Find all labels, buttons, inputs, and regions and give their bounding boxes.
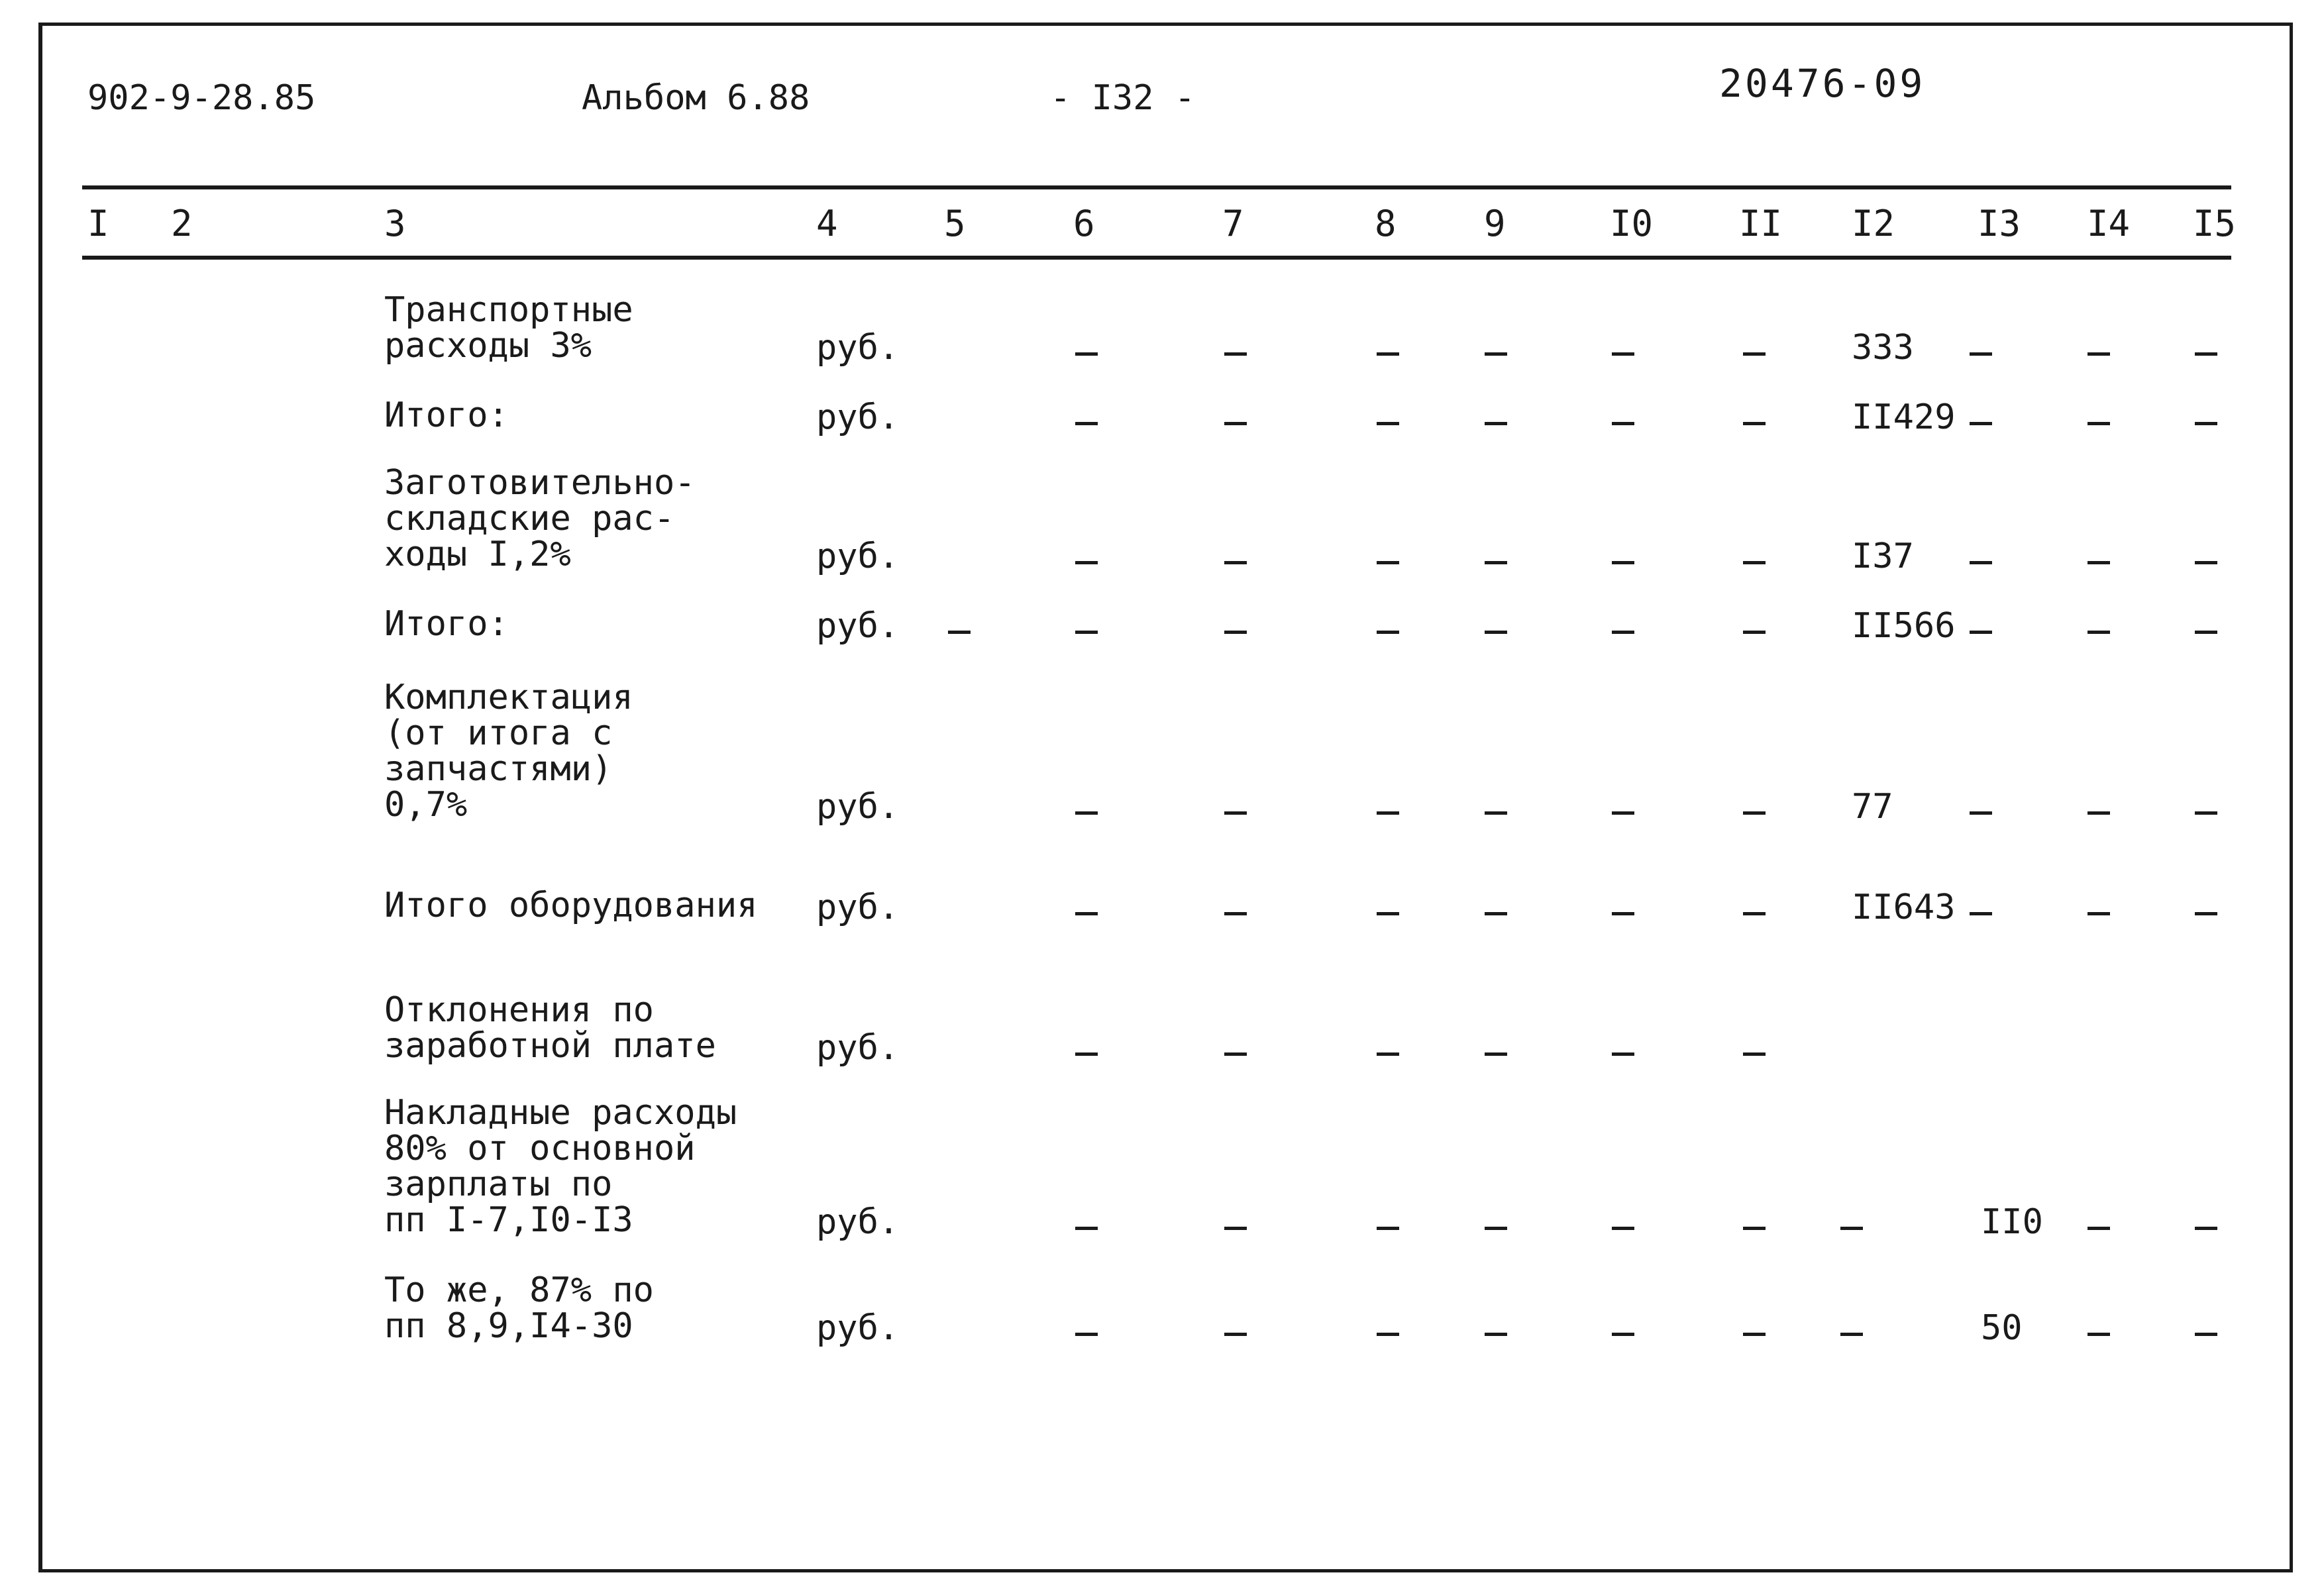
column-number-5: 5 [944,203,966,244]
dash-cell-col-15 [2195,540,2217,580]
dash-cell-col-8 [1377,1312,1399,1352]
album-label: Альбом 6.88 [582,78,810,118]
row-unit: руб. [816,397,900,437]
document-number: 902-9-28.85 [87,78,316,118]
dash-cell-col-6 [1075,1032,1098,1072]
row-unit: руб. [816,537,900,576]
dash-cell-col-15 [2195,610,2217,650]
dash-cell-col-8 [1377,332,1399,372]
header-rule-bottom [82,256,2231,260]
dash-cell-col-10 [1612,1206,1634,1246]
dash-cell-col-6 [1075,332,1098,372]
dash-cell-col-13 [1970,610,1992,650]
dash-cell-col-10 [1612,610,1634,650]
dash-cell-col-13 [1970,540,1992,580]
column-number-10: I0 [1610,203,1654,244]
dash-cell-col-11 [1743,1312,1766,1352]
dash-cell-col-10 [1612,1312,1634,1352]
dash-cell-col-9 [1485,1206,1507,1246]
dash-cell-col-11 [1743,1206,1766,1246]
row-label: Заготовительно- складские рас- ходы I,2% [384,463,696,574]
column-number-11: II [1739,203,1783,244]
dash-cell-col-15 [2195,791,2217,831]
row-label: То же, 87% по пп 8,9,I4-30 [384,1270,654,1346]
row-label: Транспортные расходы 3% [384,290,633,366]
dash-cell-col-8 [1377,610,1399,650]
row-label: Отклонения по заработной плате [384,990,716,1066]
column-number-3: 3 [384,203,406,244]
header-rule-top [82,185,2231,189]
row-label: Комплектация (от итога с запчастями) 0,7% [384,678,633,825]
dash-cell-col-10 [1612,791,1634,831]
dash-cell-col-10 [1612,1032,1634,1072]
dash-cell-col-7 [1224,401,1247,441]
dash-cell-col-13 [1970,791,1992,831]
dash-cell-col-11 [1743,540,1766,580]
dash-cell-col-8 [1377,1206,1399,1246]
dash-cell-col-11 [1743,1032,1766,1072]
dash-cell-col-14 [2087,892,2110,931]
dash-cell-col-5 [948,610,971,650]
dash-cell-col-13 [1970,401,1992,441]
dash-cell-col-10 [1612,540,1634,580]
page-frame [38,23,2293,1572]
dash-cell-col-14 [2087,1312,2110,1352]
column-number-12: I2 [1852,203,1895,244]
column-number-7: 7 [1222,203,1244,244]
row-unit: руб. [816,1028,900,1068]
dash-cell-col-6 [1075,401,1098,441]
value-cell-col-12: II566 [1852,606,1956,646]
row-unit: руб. [816,1308,900,1348]
dash-cell-col-14 [2087,540,2110,580]
document-code: 20476-09 [1719,61,1926,106]
dash-cell-col-11 [1743,791,1766,831]
dash-cell-col-7 [1224,540,1247,580]
value-cell-col-12: I37 [1852,537,1914,576]
row-unit: руб. [816,606,900,646]
dash-cell-col-9 [1485,540,1507,580]
dash-cell-col-9 [1485,1032,1507,1072]
dash-cell-col-7 [1224,1032,1247,1072]
value-cell-col-13: 50 [1981,1308,2023,1348]
column-number-4: 4 [816,203,838,244]
dash-cell-col-13 [1970,332,1992,372]
row-unit: руб. [816,888,900,927]
row-unit: руб. [816,1202,900,1242]
dash-cell-col-14 [2087,1206,2110,1246]
dash-cell-col-12 [1840,1312,1863,1352]
dash-cell-col-15 [2195,1312,2217,1352]
dash-cell-col-10 [1612,332,1634,372]
column-number-2: 2 [171,203,193,244]
dash-cell-col-15 [2195,1206,2217,1246]
dash-cell-col-9 [1485,332,1507,372]
dash-cell-col-8 [1377,401,1399,441]
dash-cell-col-7 [1224,610,1247,650]
dash-cell-col-7 [1224,1206,1247,1246]
value-cell-col-12: II429 [1852,397,1956,437]
dash-cell-col-7 [1224,791,1247,831]
dash-cell-col-8 [1377,1032,1399,1072]
dash-cell-col-11 [1743,610,1766,650]
column-number-1: I [87,203,109,244]
dash-cell-col-14 [2087,610,2110,650]
dash-cell-col-9 [1485,610,1507,650]
dash-cell-col-8 [1377,791,1399,831]
column-number-15: I5 [2193,203,2237,244]
dash-cell-col-14 [2087,791,2110,831]
dash-cell-col-6 [1075,1206,1098,1246]
dash-cell-col-9 [1485,1312,1507,1352]
column-number-6: 6 [1073,203,1095,244]
value-cell-col-12: II643 [1852,888,1956,927]
dash-cell-col-11 [1743,332,1766,372]
column-number-13: I3 [1978,203,2021,244]
dash-cell-col-15 [2195,401,2217,441]
dash-cell-col-8 [1377,540,1399,580]
dash-cell-col-9 [1485,401,1507,441]
row-label: Накладные расходы 80% от основной зарплаты по пп I-7,I0-I3 [384,1093,737,1240]
dash-cell-col-10 [1612,892,1634,931]
row-label: Итого: [384,395,509,435]
row-unit: руб. [816,787,900,827]
row-unit: руб. [816,328,900,368]
dash-cell-col-13 [1970,892,1992,931]
dash-cell-col-15 [2195,332,2217,372]
dash-cell-col-6 [1075,791,1098,831]
column-number-8: 8 [1375,203,1397,244]
dash-cell-col-8 [1377,892,1399,931]
dash-cell-col-9 [1485,892,1507,931]
dash-cell-col-11 [1743,401,1766,441]
value-cell-col-12: 77 [1852,787,1893,827]
page-number: - I32 - [1050,78,1196,118]
dash-cell-col-14 [2087,401,2110,441]
row-label: Итого: [384,604,509,644]
dash-cell-col-6 [1075,610,1098,650]
dash-cell-col-9 [1485,791,1507,831]
dash-cell-col-7 [1224,332,1247,372]
row-label: Итого оборудования [384,886,758,925]
dash-cell-col-6 [1075,540,1098,580]
dash-cell-col-7 [1224,1312,1247,1352]
column-number-9: 9 [1484,203,1506,244]
value-cell-col-13: II0 [1981,1202,2043,1242]
column-number-14: I4 [2087,203,2131,244]
dash-cell-col-6 [1075,892,1098,931]
dash-cell-col-14 [2087,332,2110,372]
dash-cell-col-12 [1840,1206,1863,1246]
dash-cell-col-15 [2195,892,2217,931]
dash-cell-col-11 [1743,892,1766,931]
dash-cell-col-10 [1612,401,1634,441]
value-cell-col-12: 333 [1852,328,1914,368]
dash-cell-col-7 [1224,892,1247,931]
dash-cell-col-6 [1075,1312,1098,1352]
